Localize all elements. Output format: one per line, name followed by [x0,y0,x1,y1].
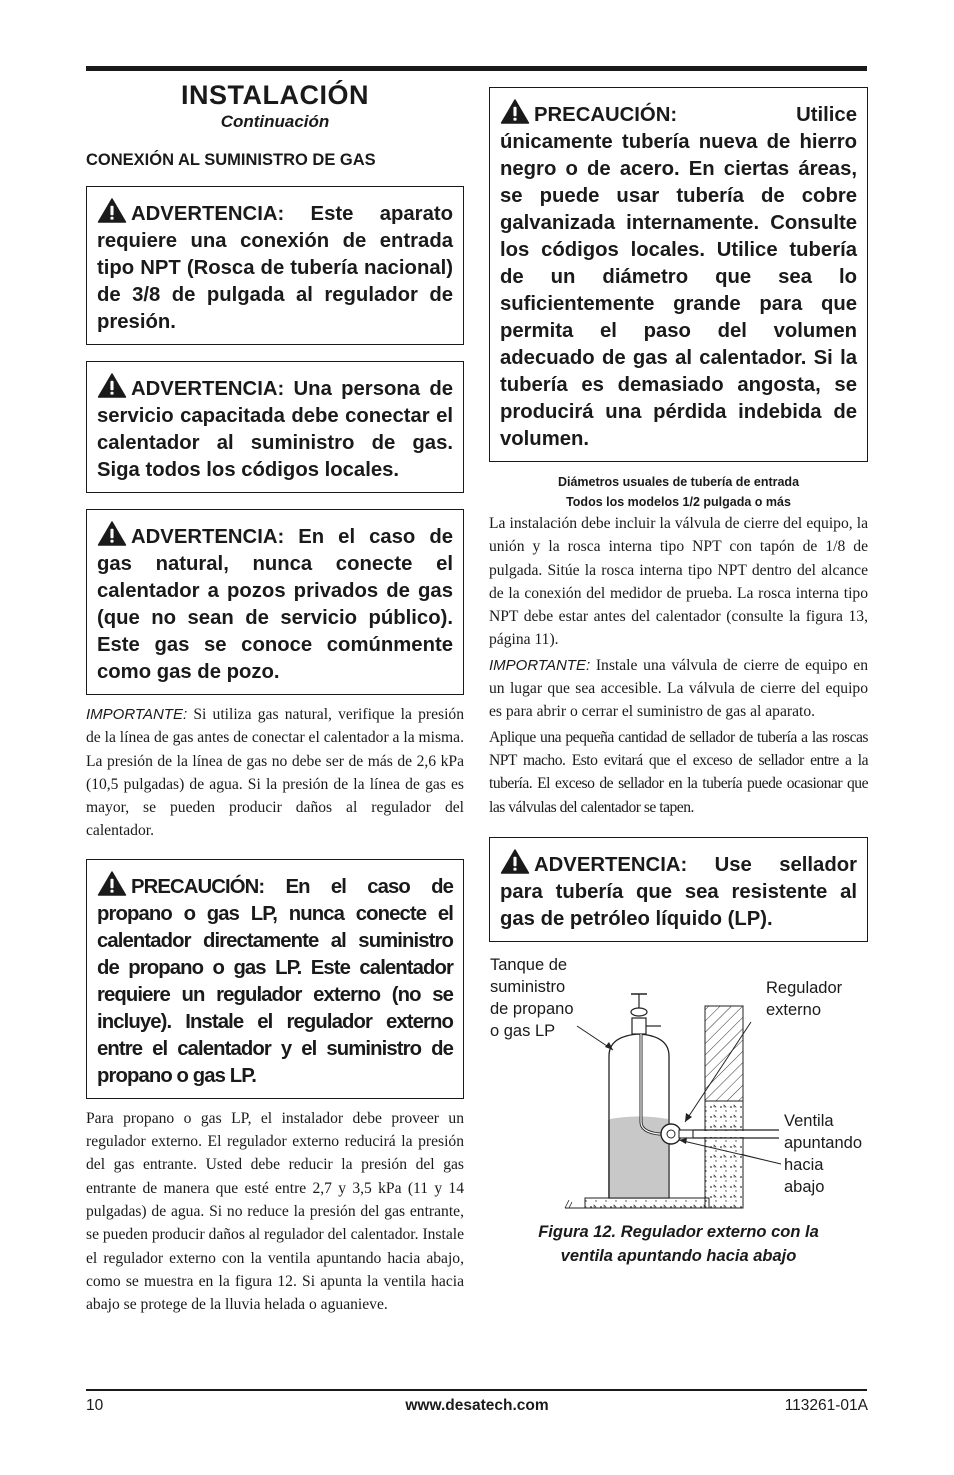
document-code: 113261-01A [784,1397,868,1414]
warning-box-npt [86,186,464,345]
warning-icon [97,521,127,546]
pipe-diameter-caption-2: Todos los modelos 1/2 pulgada o más [566,495,791,509]
caution-box-propane [86,859,464,1099]
figure-12 [489,954,868,1212]
warning-icon [97,871,127,896]
page-number: 10 [86,1397,104,1414]
bottom-rule [86,1389,867,1391]
paragraph-important-valve [489,654,868,724]
section-title: INSTALACIÓN [181,80,369,110]
top-rule [86,66,867,71]
warning-icon [500,99,530,124]
caution-text: PRECAUCIÓN: En el caso de propano o gas LP, nunca conecte el calentador directamente al suministro de propano o gas LP. Este calentador requiere un regulador externo (no se incluye). Instale el regulador externo entre el calentador y el suministro de propano o gas LP. [97,875,453,1087]
label-vent-down: Ventila apuntando hacia abajo [784,1111,862,1196]
warning-text: ADVERTENCIA: Una persona de servicio capacitada debe conectar el calentador al suministro de gas. Siga todos los códigos locales. [97,378,453,481]
warning-box-natural-gas [86,509,464,695]
paragraph-natural-gas-pressure [86,703,464,843]
warning-text: ADVERTENCIA: En el caso de gas natural, nunca conecte el calentador a pozos privados de gas (que no sean de servicio público). Este gas se conoce comúnmente como gas de pozo. [97,526,453,683]
warning-box-sealant [489,837,868,942]
caution-box-pipe [489,87,868,462]
figure-caption: Figura 12. Regulador externo con la ventila apuntando hacia abajo [538,1222,819,1265]
paragraph-propane-regulator: Para propano o gas LP, el instalador debe proveer un regulador externo. El regulador externo reducirá la presión del gas entrante. Usted debe reducir la presión del gas entrante de manera que esté entre 2,7 y 3,5 kPa (11 y 14 pulgadas) de agua. Si no reduce la presión del gas entrante, se pueden producir daños al regulador del calentador. Instale el regulador externo con la ventila apuntando hacia abajo, como se muestra en la figura 12. Si apunta la ventila hacia abajo se protege de la lluvia helada o aguanieve. [86,1109,465,1314]
warning-text: ADVERTENCIA: Este aparato requiere una conexión de entrada tipo NPT (Rosca de tubería nacional) de 3/8 de pulgada al regulador de presión. [97,203,453,333]
section-subtitle: Continuación [220,112,330,131]
gas-connection-heading: CONEXIÓN AL SUMINISTRO DE GAS [86,151,376,169]
label-external-regulator: Regulador externo [766,978,843,1019]
paragraph-sealant: Aplique una pequeña cantidad de sellador de tubería a las roscas NPT macho. Esto evitará que el exceso de sellador entre a la tubería. El exceso de sellador en la tubería puede ocasionar que las válvulas del calentador se tapen. [489,728,868,816]
warning-icon [97,198,127,223]
pipe-diameter-caption-1: Diámetros usuales de tubería de entrada [557,475,800,489]
label-supply-tank: Tanque de suministro de propano o gas LP [490,955,574,1040]
paragraph-text: Instale una válvula de cierre de equipo en un lugar que sea accesible. La válvula de cierre del equipo es para abrir o cerrar el suministro de gas al aparato. [489,656,868,721]
paragraph-shutoff-valve: La instalación debe incluir la válvula de cierre del equipo, la unión y la rosca interna tipo NPT con tapón de 1/8 de pulgada. Sitúe la rosca interna tipo NPT dentro del alcance de la conexión del medidor de prueba. La rosca interna tipo NPT debe estar antes del calentador (consulte la figura 13, página 11). [489,515,868,649]
left-column [86,78,464,1316]
warning-icon [500,849,530,874]
warning-text: ADVERTENCIA: Use sellador para tubería que sea resistente al gas de petróleo líquido (LP). [500,853,857,930]
warning-icon [97,373,127,398]
important-label: IMPORTANTE: [86,706,188,723]
paragraph-text: Si utiliza gas natural, verifique la presión de la línea de gas antes de conectar el calentador a la misma. La presión de la línea de gas no debe ser de más de 2,6 kPa (10,5 pulgadas) de agua. Si la presión de la línea de gas es mayor, se pueden producir daños al regulador del calentador. [86,706,464,840]
caution-text: PRECAUCIÓN: Utilice únicamente tubería nueva de hierro negro o de acero. En ciertas áreas, se puede usar tubería de cobre galvanizada internamente. Consulte los códigos locales. Utilice tubería de un diámetro que sea lo suficientemente grande para que permita el paso del volumen adecuado de gas al calentador. Si la tubería es demasiado angosta, se producirá una pérdida indebida de volumen. [500,104,857,450]
important-label: IMPORTANTE: [489,656,591,674]
right-column [489,87,868,1268]
warning-box-service [86,361,464,493]
website-link[interactable]: www.desatech.com [405,1397,549,1414]
